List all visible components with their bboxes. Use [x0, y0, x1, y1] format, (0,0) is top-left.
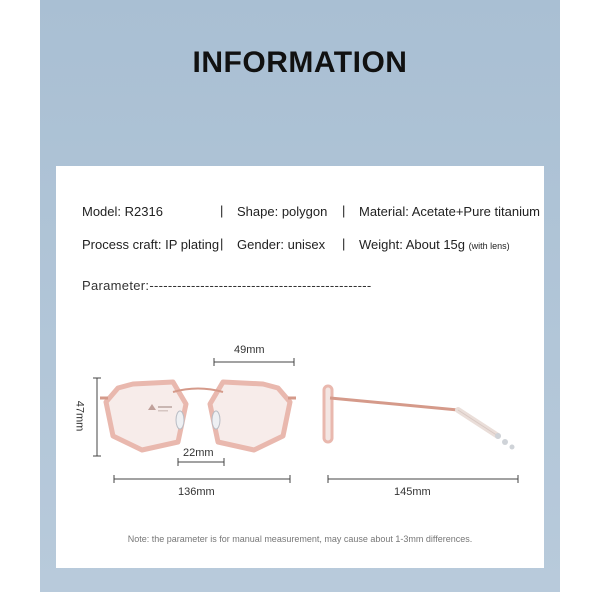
nose-pad [176, 411, 184, 429]
separator: | [220, 236, 224, 251]
bridge-dimension-line [178, 458, 224, 466]
weight-note: (with lens) [468, 241, 510, 251]
temple-length-label: 145mm [394, 486, 431, 498]
lens-height-label: 47mm [73, 400, 86, 432]
page-title: INFORMATION [192, 46, 408, 79]
temple-length-dimension-line [328, 475, 518, 483]
gender-info: Gender: unisex [237, 237, 326, 252]
frame-width-label: 136mm [178, 486, 215, 498]
shape-info: Shape: polygon [237, 204, 328, 219]
bridge-label: 22mm [183, 447, 214, 459]
parameter-dashes: ------------------------------------------------ [149, 278, 372, 293]
glasses-drawing [56, 166, 544, 568]
lens-height-dimension-line [93, 378, 101, 456]
frame-width-dimension-line [114, 475, 290, 483]
lens-width-label: 49mm [234, 344, 265, 356]
material-info: Material: Acetate+Pure titanium [359, 204, 541, 219]
glasses-side-view [324, 386, 515, 450]
glasses-front-view [100, 382, 296, 450]
lens-width-dimension-line [214, 358, 294, 366]
separator: | [342, 236, 346, 251]
parameter-label: Parameter: [82, 278, 150, 293]
process-info: Process craft: IP plating [82, 237, 220, 252]
info-card [56, 166, 544, 568]
measurement-note: Note: the parameter is for manual measurement, may cause about 1-3mm differences. [127, 534, 473, 544]
weight-value: Weight: About 15g [359, 237, 466, 252]
nose-pad [212, 411, 220, 429]
model-info: Model: R2316 [82, 204, 163, 219]
separator: | [220, 203, 224, 218]
separator: | [342, 203, 346, 218]
